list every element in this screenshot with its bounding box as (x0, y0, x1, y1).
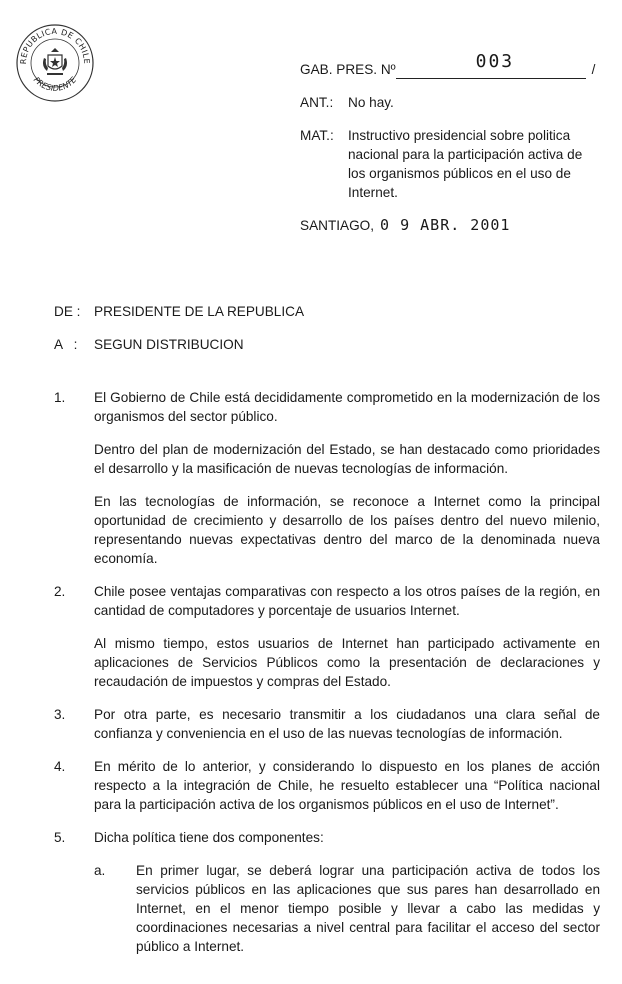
paragraph: Al mismo tiempo, estos usuarios de Internet han participado activamente en aplicaciones de Servicios Públicos como la presentación de declaraciones y recaudación de impuestos y compras del Estado. (94, 636, 600, 689)
gab-label: GAB. PRES. Nº (300, 62, 396, 77)
item-number: 5. (54, 830, 66, 845)
svg-text:PRESIDENTE (32, 75, 79, 93)
paragraph: Dentro del plan de modernización del Estado, se han destacado como prioridades el desarrollo y la masificación de nuevas tecnologías de información. (94, 442, 600, 476)
mat-row (300, 126, 600, 202)
paragraph: En las tecnologías de información, se reconoce a Internet como la principal oportunidad de crecimiento y desarrollo de los países dentro del nuevo milenio, representando nuevas expectativas dentro del marco de la denominada nueva economía. (94, 494, 600, 566)
item-text: En mérito de lo anterior, y considerando lo dispuesto en los planes de acción respecto a la integración de Chile, he resuelto establecer una “Política nacional para la participación activa de los organismos públicos en el uso de Internet”. (94, 759, 600, 812)
date-stamp: 0 9 ABR. 2001 (380, 216, 511, 234)
place-label: SANTIAGO, (300, 218, 375, 233)
document-body (54, 388, 600, 956)
item-text: Por otra parte, es necesario transmitir a los ciudadanos una clara señal de confianza y conveniencia en el uso de las nuevas tecnologías de información. (94, 707, 600, 741)
coat-of-arms-icon (43, 48, 67, 75)
gab-number-line (396, 51, 586, 79)
subitem-a (94, 861, 600, 956)
item-text: Dicha política tiene dos componentes: (94, 830, 324, 845)
item-number: 3. (54, 707, 66, 722)
subitem-text: En primer lugar, se deberá lograr una participación activa de todos los servicios públicos en las aplicaciones que sus pares han desarrollado en Internet, en el menor tiempo posible y llevar a cabo las medidas y coordinaciones necesarias a nivel central para facilitar el acceso del sector público a Internet. (136, 863, 600, 954)
item-4 (54, 757, 600, 814)
item-text: Chile posee ventajas comparativas con respecto a los otros países de la región, en cantidad de computadores y porcentaje de usuarios Internet. (94, 584, 600, 618)
item-3 (54, 705, 600, 743)
a-label: A : (54, 337, 78, 352)
item-5 (54, 828, 600, 847)
item-2 (54, 582, 600, 620)
date-row (300, 216, 600, 235)
item-text: El Gobierno de Chile está decididamente comprometido en la modernización de los organismos del sector público. (94, 390, 600, 424)
addressing-block (54, 302, 304, 368)
header-block (300, 51, 600, 249)
mat-value: Instructivo presidencial sobre politica nacional para la participación activa de los organismos públicos en el uso de Internet. (348, 128, 583, 200)
seal-bottom-text: PRESIDENTE (31, 75, 79, 93)
item-number: 4. (54, 759, 66, 774)
presidential-seal (14, 22, 96, 104)
a-value: SEGUN DISTRIBUCION (94, 337, 244, 352)
ant-label: ANT.: (300, 95, 334, 110)
subitem-label: a. (94, 863, 106, 878)
gab-number: 003 (475, 51, 515, 72)
item-1 (54, 388, 600, 426)
de-row (54, 302, 304, 321)
gab-slash: / (591, 62, 596, 77)
ant-row (300, 93, 600, 112)
de-value: PRESIDENTE DE LA REPUBLICA (94, 304, 305, 319)
seal-top-text: REPUBLICA DE CHILE (18, 26, 92, 65)
item-number: 2. (54, 584, 66, 599)
a-row (54, 335, 304, 354)
ant-value: No hay. (348, 95, 394, 110)
item-number: 1. (54, 390, 66, 405)
mat-label: MAT.: (300, 128, 334, 143)
gab-row (300, 51, 600, 79)
de-label: DE : (54, 304, 81, 319)
